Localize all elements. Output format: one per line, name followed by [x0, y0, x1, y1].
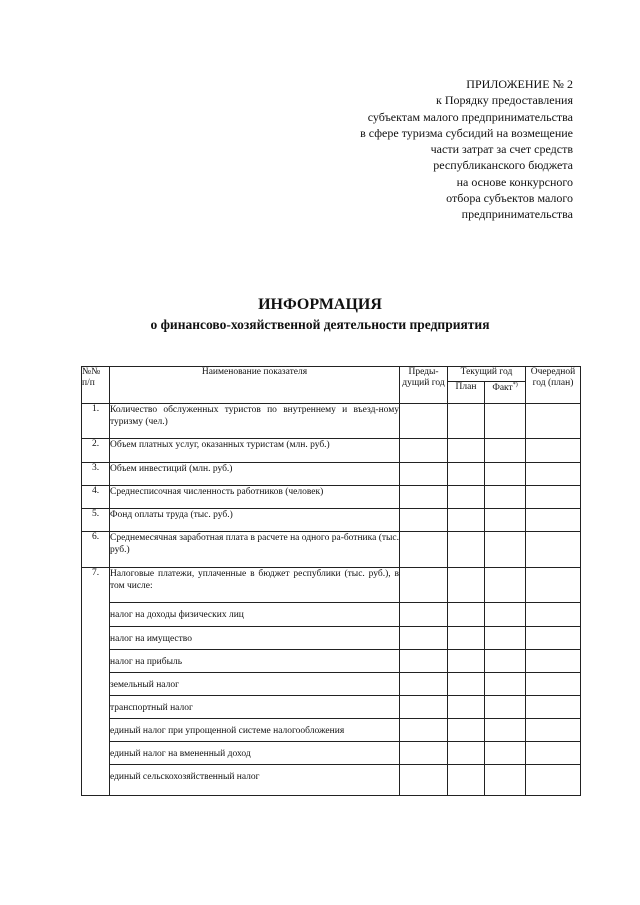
cell-fact[interactable] [485, 532, 526, 568]
cell-plan[interactable] [448, 603, 485, 627]
cell-plan[interactable] [448, 696, 485, 719]
cell-prev-year[interactable] [400, 742, 448, 765]
row-name: Среднесписочная численность работников (человек) [110, 486, 400, 509]
cell-prev-year[interactable] [400, 509, 448, 532]
cell-fact[interactable] [485, 673, 526, 696]
cell-fact[interactable] [485, 650, 526, 673]
tax-item-name: земельный налог [110, 673, 400, 696]
cell-fact[interactable] [485, 719, 526, 742]
row-name: Объем инвестиций (млн. руб.) [110, 463, 400, 486]
appendix-line: предпринимательства [461, 207, 573, 222]
row-name: Фонд оплаты труда (тыс. руб.) [110, 509, 400, 532]
cell-plan[interactable] [448, 486, 485, 509]
document-title [0, 295, 640, 334]
cell-plan[interactable] [448, 509, 485, 532]
row-name: Объем платных услуг, оказанных туристам (млн. руб.) [110, 439, 400, 463]
row-num: 3. [82, 463, 110, 486]
cell-next-year[interactable] [526, 568, 581, 603]
cell-next-year[interactable] [526, 463, 581, 486]
table-row [82, 463, 581, 486]
cell-prev-year[interactable] [400, 404, 448, 439]
cell-next-year[interactable] [526, 404, 581, 439]
cell-prev-year[interactable] [400, 765, 448, 796]
cell-plan[interactable] [448, 765, 485, 796]
table-row [82, 509, 581, 532]
table-row [82, 765, 581, 796]
row-num: 6. [82, 532, 110, 568]
row-num: 4. [82, 486, 110, 509]
row-name: Среднемесячная заработная плата в расчете на одного ра-ботника (тыс. руб.) [110, 532, 400, 568]
row-num: 7. [82, 568, 110, 796]
cell-plan[interactable] [448, 404, 485, 439]
tax-item-name: налог на имущество [110, 627, 400, 650]
tax-item-name: единый налог на вмененный доход [110, 742, 400, 765]
cell-prev-year[interactable] [400, 463, 448, 486]
table-row [82, 404, 581, 439]
row-num: 1. [82, 404, 110, 439]
tax-item-name: налог на доходы физических лиц [110, 603, 400, 627]
table-header-row [82, 367, 581, 382]
cell-next-year[interactable] [526, 603, 581, 627]
table-row [82, 742, 581, 765]
header-fact-mark: *) [512, 382, 518, 388]
appendix-line: отбора субъектов малого [446, 191, 573, 206]
cell-next-year[interactable] [526, 742, 581, 765]
title-main: ИНФОРМАЦИЯ [258, 296, 382, 313]
appendix-header [360, 76, 573, 223]
table-row [82, 439, 581, 463]
cell-prev-year[interactable] [400, 627, 448, 650]
cell-prev-year[interactable] [400, 603, 448, 627]
table-row [82, 486, 581, 509]
cell-fact[interactable] [485, 603, 526, 627]
cell-next-year[interactable] [526, 650, 581, 673]
cell-plan[interactable] [448, 742, 485, 765]
cell-prev-year[interactable] [400, 439, 448, 463]
row-num: 2. [82, 439, 110, 463]
cell-plan[interactable] [448, 532, 485, 568]
tax-item-name: налог на прибыль [110, 650, 400, 673]
header-next-year: Очередной год (план) [526, 367, 581, 404]
appendix-line: части затрат за счет средств [430, 142, 573, 157]
header-name: Наименование показателя [110, 367, 400, 404]
cell-fact[interactable] [485, 742, 526, 765]
cell-fact[interactable] [485, 509, 526, 532]
header-fact [485, 382, 526, 404]
header-fact-label: Факт [492, 383, 513, 394]
row-num: 5. [82, 509, 110, 532]
cell-next-year[interactable] [526, 696, 581, 719]
row-name: Налоговые платежи, уплаченные в бюджет республики (тыс. руб.), в том числе: [110, 568, 400, 603]
cell-fact[interactable] [485, 568, 526, 603]
cell-plan[interactable] [448, 568, 485, 603]
cell-plan[interactable] [448, 650, 485, 673]
cell-next-year[interactable] [526, 719, 581, 742]
header-current-year: Текущий год [448, 367, 526, 382]
appendix-line: ПРИЛОЖЕНИЕ № 2 [466, 77, 573, 91]
cell-fact[interactable] [485, 627, 526, 650]
cell-next-year[interactable] [526, 627, 581, 650]
tax-item-name: единый сельскохозяйственный налог [110, 765, 400, 796]
appendix-line: на основе конкурсного [456, 174, 573, 189]
cell-prev-year[interactable] [400, 719, 448, 742]
table-row [82, 568, 581, 603]
cell-prev-year[interactable] [400, 673, 448, 696]
tax-item-name: транспортный налог [110, 696, 400, 719]
cell-plan[interactable] [448, 719, 485, 742]
info-table [81, 366, 581, 796]
cell-plan[interactable] [448, 439, 485, 463]
cell-next-year[interactable] [526, 439, 581, 463]
cell-prev-year[interactable] [400, 696, 448, 719]
cell-fact[interactable] [485, 463, 526, 486]
table-row [82, 627, 581, 650]
tax-item-name: единый налог при упрощенной системе налогообложения [110, 719, 400, 742]
cell-plan[interactable] [448, 627, 485, 650]
table-row [82, 650, 581, 673]
header-plan: План [448, 382, 485, 404]
table-row [82, 532, 581, 568]
cell-plan[interactable] [448, 463, 485, 486]
cell-next-year[interactable] [526, 673, 581, 696]
table-row [82, 696, 581, 719]
appendix-line: к Порядку предоставления [435, 93, 573, 108]
cell-prev-year[interactable] [400, 486, 448, 509]
cell-next-year[interactable] [526, 486, 581, 509]
cell-prev-year[interactable] [400, 650, 448, 673]
cell-fact[interactable] [485, 696, 526, 719]
header-num: №№ п/п [82, 367, 110, 404]
cell-fact[interactable] [485, 765, 526, 796]
table-row [82, 719, 581, 742]
cell-next-year[interactable] [526, 532, 581, 568]
cell-plan[interactable] [448, 673, 485, 696]
cell-prev-year[interactable] [400, 532, 448, 568]
title-sub: о финансово-хозяйственной деятельности предприятия [150, 317, 490, 332]
appendix-line: субъектам малого предпринимательства [367, 109, 573, 124]
table-row [82, 673, 581, 696]
cell-next-year[interactable] [526, 765, 581, 796]
cell-prev-year[interactable] [400, 568, 448, 603]
cell-fact[interactable] [485, 404, 526, 439]
header-prev-year: Преды-дущий год [400, 367, 448, 404]
cell-fact[interactable] [485, 439, 526, 463]
appendix-line: республиканского бюджета [433, 158, 573, 173]
cell-fact[interactable] [485, 486, 526, 509]
row-name: Количество обслуженных туристов по внутреннему и въезд-ному туризму (чел.) [110, 404, 400, 439]
appendix-line: в сфере туризма субсидий на возмещение [360, 125, 573, 140]
table-row [82, 603, 581, 627]
cell-next-year[interactable] [526, 509, 581, 532]
